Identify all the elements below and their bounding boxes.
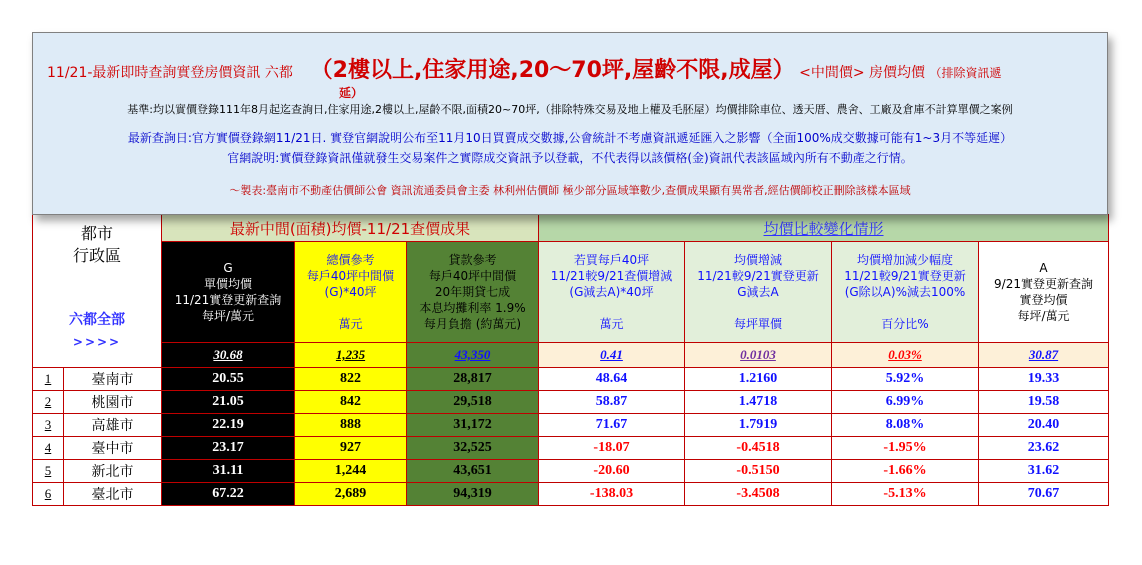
summary-a: 30.87 (979, 343, 1109, 368)
col-total-l2: 每戶40坪中間價 (306, 269, 395, 283)
row-total-price: 1,244 (295, 460, 407, 483)
row-a-price: 23.62 (979, 437, 1109, 460)
col-diffunit-l3: G減去A (737, 285, 779, 299)
official-note-text: 官網說明:實價登錄資訊僅就發生交易案件之實際成交資訊予以登載，不代表得以該價格(金)資訊代表該區域內所有不動產之行情。 (227, 151, 913, 165)
arrows-text: >>>> (72, 335, 122, 349)
query-date-text: 最新查詢日:官方實價登錄網11/21日. 實登官網說明公布至11月10日買賣成交數據,公會統計不考慮資訊遞延匯入之影響（全面100%成交數據可能有1~3月不等延遲） (127, 131, 1013, 145)
row-index: 3 (33, 414, 64, 437)
row-pct: 6.99% (832, 391, 979, 414)
col-a-l2: 9/21實登更新查詢 (994, 277, 1093, 291)
col-pct-l2: 11/21較9/21實登更新 (844, 269, 966, 283)
row-diffunit: 1.7919 (685, 414, 832, 437)
row-city: 桃園市 (64, 391, 162, 414)
city-header-cell (33, 215, 162, 368)
summary-diff40: 0.41 (539, 343, 685, 368)
row-city: 臺北市 (64, 483, 162, 506)
row-g-price: 20.55 (162, 368, 295, 391)
col-a-l1: A (1039, 261, 1048, 275)
row-index: 4 (33, 437, 64, 460)
row-diff40: 71.67 (539, 414, 685, 437)
credits-text: ～製表:臺南市不動產估價師公會 資訊流通委員會主委 林利州估價師 極少部分區域筆數少,查價成果顯有異常者,經估價師校正刪除該樣本區域 (229, 184, 911, 197)
col-loan-l3: 20年期貸七成 (434, 285, 511, 299)
col-loan-l2: 每戶40坪中間價 (428, 269, 517, 283)
col-diff40-l1: 若買每戶40坪 (573, 253, 650, 267)
col-g-l3: 11/21實登更新查詢 (174, 293, 282, 307)
row-index: 6 (33, 483, 64, 506)
row-loan: 94,319 (407, 483, 539, 506)
row-diff40: -138.03 (539, 483, 685, 506)
row-pct: 5.92% (832, 368, 979, 391)
row-loan: 29,518 (407, 391, 539, 414)
row-loan: 31,172 (407, 414, 539, 437)
row-g-price: 21.05 (162, 391, 295, 414)
summary-diffunit: 0.0103 (685, 343, 832, 368)
col-diff40-l3: (G減去A)*40坪 (569, 285, 654, 299)
col-total-l4: 萬元 (338, 317, 363, 331)
six-cities-all: 六都全部 (69, 312, 125, 328)
summary-row (33, 343, 1109, 368)
col-header-total (295, 242, 407, 343)
basis-text: 基準:均以實價登錄111年8月起迄查詢日,住家用途,2樓以上,屋齡不限,面積20~70坪,（排除特殊交易及地上權及毛胚屋）均價排除車位、透天厝、農舍、工廠及倉庫不計算單價之案例 (127, 103, 1013, 116)
col-total-l1: 總價參考 (326, 253, 375, 267)
col-g-l1: G (223, 261, 233, 275)
col-pct-l1: 均價增加減少幅度 (856, 253, 953, 267)
title-note-cont: 延） (338, 86, 363, 100)
price-table (32, 214, 1109, 506)
row-a-price: 19.33 (979, 368, 1109, 391)
col-loan-l4: 本息均攤利率 1.9% (419, 301, 526, 315)
row-city: 高雄市 (64, 414, 162, 437)
row-city: 臺南市 (64, 368, 162, 391)
row-g-price: 22.19 (162, 414, 295, 437)
summary-pct: 0.03% (832, 343, 979, 368)
summary-total: 1,235 (295, 343, 407, 368)
row-total-price: 927 (295, 437, 407, 460)
col-diffunit-l1: 均價增減 (733, 253, 782, 267)
row-pct: -1.66% (832, 460, 979, 483)
summary-loan: 43,350 (407, 343, 539, 368)
group-comparison: 均價比較變化情形 (539, 215, 1109, 242)
col-pct-l4: 百分比% (881, 317, 929, 331)
col-header-a (979, 242, 1109, 343)
table-row (33, 414, 1109, 437)
row-city: 臺中市 (64, 437, 162, 460)
col-g-l2: 單價均價 (203, 277, 252, 291)
table-row (33, 483, 1109, 506)
row-pct: -1.95% (832, 437, 979, 460)
row-diff40: 48.64 (539, 368, 685, 391)
col-diffunit-l2: 11/21較9/21實登更新 (697, 269, 819, 283)
title-median-label: <中間價> 房價均價 (799, 65, 926, 81)
col-loan-l5: 每月負擔 (約萬元) (423, 317, 522, 331)
row-index: 1 (33, 368, 64, 391)
row-loan: 43,651 (407, 460, 539, 483)
row-pct: 8.08% (832, 414, 979, 437)
col-g-l4: 每坪/萬元 (201, 309, 255, 323)
row-loan: 32,525 (407, 437, 539, 460)
col-loan-l1: 貸款參考 (448, 253, 497, 267)
col-pct-l3: (G除以A)%減去100% (844, 285, 966, 299)
col-header-pct (832, 242, 979, 343)
table-row (33, 460, 1109, 483)
col-header-diff40 (539, 242, 685, 343)
row-g-price: 67.22 (162, 483, 295, 506)
row-diffunit: -3.4508 (685, 483, 832, 506)
row-index: 5 (33, 460, 64, 483)
row-diffunit: -0.4518 (685, 437, 832, 460)
group-latest-median: 最新中間(面積)均價-11/21查價成果 (162, 215, 539, 242)
title-note: （排除資訊遞 (929, 66, 1002, 80)
info-header (32, 32, 1108, 215)
title-line (47, 53, 1121, 84)
col-header-loan (407, 242, 539, 343)
col-diff40-l4: 萬元 (599, 317, 624, 331)
row-index: 2 (33, 391, 64, 414)
report-wrapper (32, 32, 1108, 503)
row-diff40: 58.87 (539, 391, 685, 414)
row-a-price: 19.58 (979, 391, 1109, 414)
col-diffunit-l4: 每坪單價 (733, 317, 782, 331)
row-a-price: 31.62 (979, 460, 1109, 483)
row-total-price: 888 (295, 414, 407, 437)
row-total-price: 822 (295, 368, 407, 391)
col-a-l4: 每坪/萬元 (1017, 309, 1070, 323)
row-g-price: 23.17 (162, 437, 295, 460)
row-a-price: 70.67 (979, 483, 1109, 506)
col-header-g (162, 242, 295, 343)
table-row (33, 368, 1109, 391)
row-diff40: -18.07 (539, 437, 685, 460)
row-loan: 28,817 (407, 368, 539, 391)
row-diffunit: 1.4718 (685, 391, 832, 414)
row-total-price: 2,689 (295, 483, 407, 506)
row-a-price: 20.40 (979, 414, 1109, 437)
col-total-l3: (G)*40坪 (324, 285, 377, 299)
col-header-diffunit (685, 242, 832, 343)
row-total-price: 842 (295, 391, 407, 414)
row-diffunit: -0.5150 (685, 460, 832, 483)
row-diff40: -20.60 (539, 460, 685, 483)
table-row (33, 437, 1109, 460)
row-g-price: 31.11 (162, 460, 295, 483)
city-rows (33, 368, 1109, 506)
table-row (33, 391, 1109, 414)
title-criteria: （2樓以上,住家用途,20～70坪,屋齡不限,成屋） (310, 58, 795, 83)
row-diffunit: 1.2160 (685, 368, 832, 391)
summary-g: 30.68 (162, 343, 295, 368)
row-pct: -5.13% (832, 483, 979, 506)
row-city: 新北市 (64, 460, 162, 483)
city-header: 都市 行政區 (72, 224, 121, 265)
col-diff40-l2: 11/21較9/21查價增減 (550, 269, 673, 283)
col-a-l3: 實登均價 (1019, 293, 1068, 307)
title-text: 11/21-最新即時查詢實登房價資訊 六都 (47, 65, 293, 81)
